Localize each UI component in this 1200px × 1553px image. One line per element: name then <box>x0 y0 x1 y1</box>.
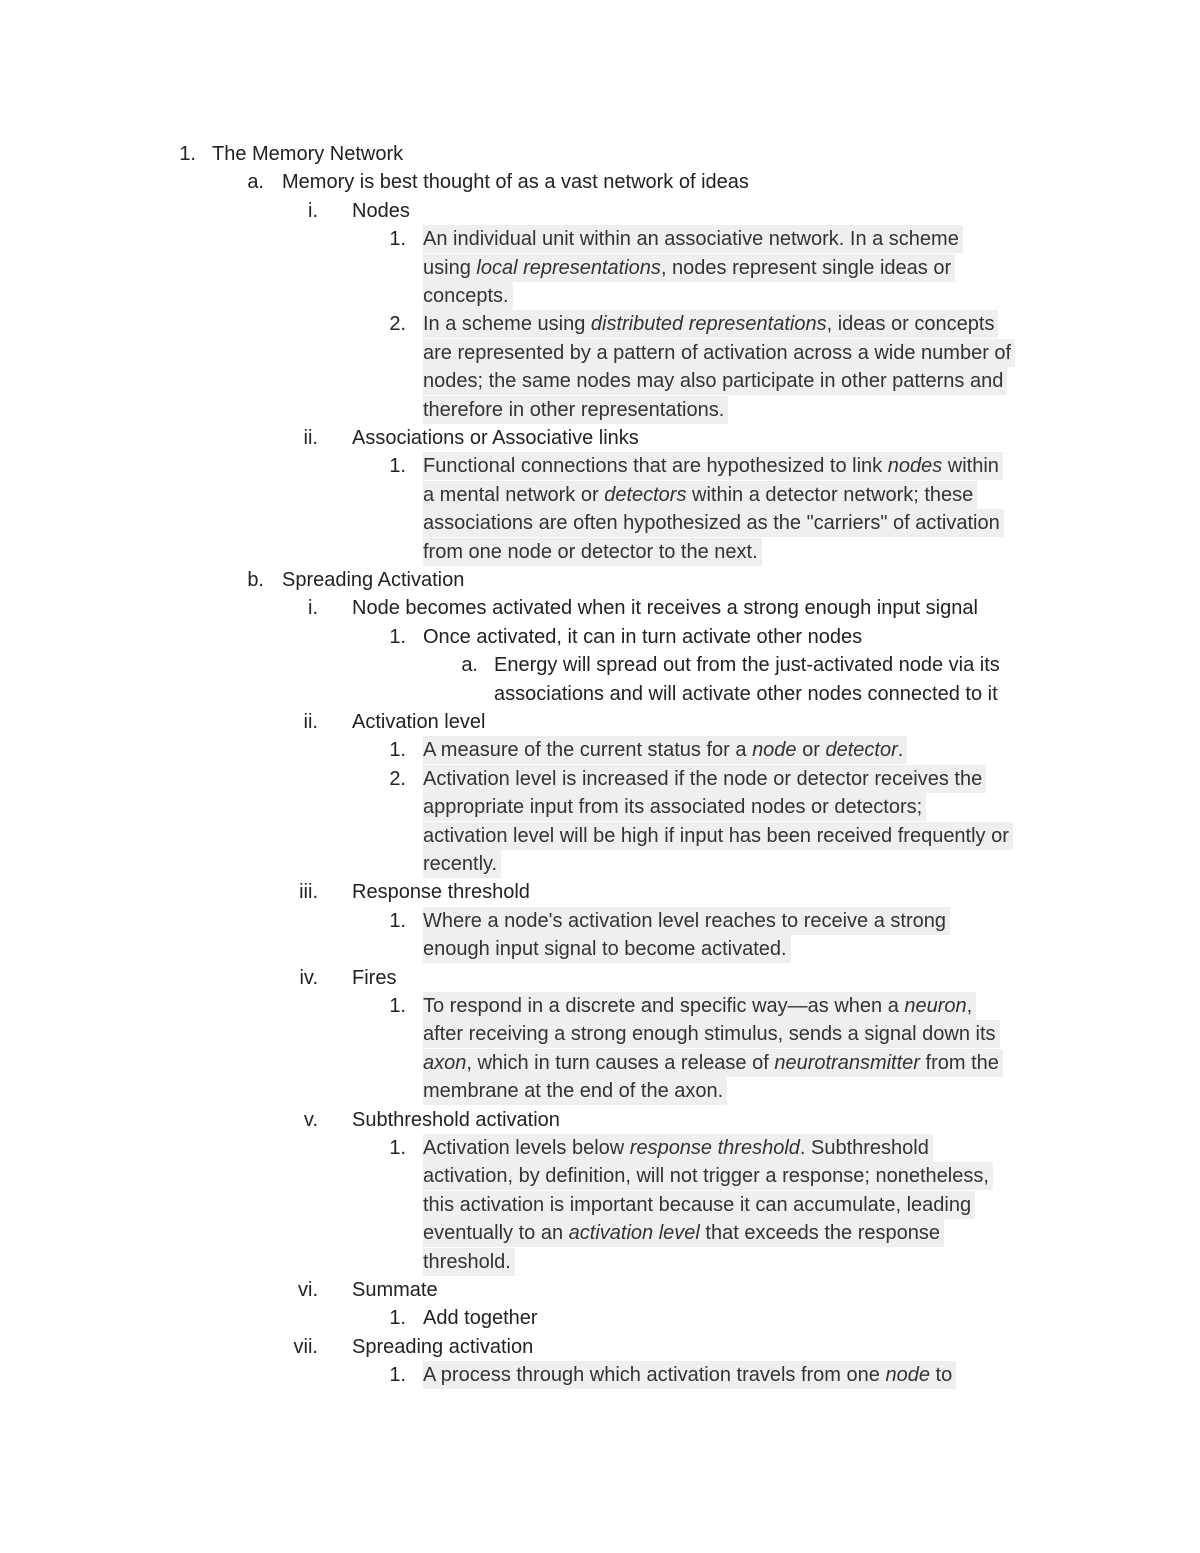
outline-text <box>423 538 762 566</box>
outline-text <box>352 964 396 992</box>
list-marker: a. <box>247 171 264 194</box>
outline-text <box>423 850 501 878</box>
outline-text <box>423 907 950 935</box>
outline-line <box>0 254 1200 282</box>
text-run: associations are often hypothesized as the "carriers" of activation <box>423 512 1000 535</box>
text-run: or <box>796 739 826 762</box>
text-run: A measure of the current status for a <box>423 739 753 762</box>
outline-line <box>0 964 1200 992</box>
outline-text <box>352 1276 438 1304</box>
outline-line <box>0 168 1200 196</box>
outline-line <box>0 765 1200 793</box>
outline-line <box>0 680 1200 708</box>
outline-text <box>352 1106 560 1134</box>
text-run: activation level will be high if input has been received frequently or <box>423 824 1009 847</box>
text-run: Spreading activation <box>352 1335 534 1358</box>
text-run: Activation level <box>352 711 486 733</box>
text-run: from the <box>919 1051 999 1074</box>
outline-line <box>0 1049 1200 1077</box>
list-marker: 2. <box>389 313 406 336</box>
text-run: this activation is important because it can accumulate, leading <box>423 1193 972 1216</box>
list-marker: b. <box>247 569 264 591</box>
text-run: . Subthreshold <box>799 1137 929 1159</box>
text-run: The Memory Network <box>212 143 404 165</box>
text-run: associations and will activate other nodes connected to it <box>494 682 998 705</box>
text-run: that exceeds the response <box>699 1222 940 1245</box>
outline-text <box>352 878 530 906</box>
outline-text <box>423 765 986 793</box>
list-marker: 1. <box>389 625 406 648</box>
outline-line <box>0 935 1200 963</box>
outline-line <box>0 1248 1200 1276</box>
outline-text <box>423 282 513 310</box>
text-run: Nodes <box>352 199 410 222</box>
text-run: Node becomes activated when it receives a strong enough input signal <box>352 597 978 620</box>
italic-term: nodes <box>887 455 943 478</box>
text-run: To respond in a discrete and specific way—as when a <box>423 995 905 1017</box>
text-run: using <box>423 256 477 279</box>
outline-text <box>352 1333 533 1361</box>
text-run: are represented by a pattern of activation across a wide number of <box>423 341 1012 364</box>
outline-text <box>423 396 728 424</box>
italic-term: axon <box>423 1051 467 1074</box>
outline-line <box>0 1191 1200 1219</box>
italic-term: detector <box>825 739 898 762</box>
outline-text <box>352 424 639 452</box>
outline-text <box>212 140 403 168</box>
outline-line <box>0 1333 1200 1361</box>
list-marker: a. <box>461 654 478 677</box>
outline-text <box>352 594 978 622</box>
outline-line <box>0 793 1200 821</box>
text-run: Functional connections that are hypothesized to link <box>423 455 888 478</box>
italic-term: distributed representations <box>590 313 827 336</box>
list-marker: vi. <box>298 1279 318 1301</box>
outline-line <box>0 1304 1200 1332</box>
italic-term: node <box>885 1364 930 1387</box>
list-marker: 1. <box>389 455 406 478</box>
text-run: , which in turn causes a release of <box>466 1051 775 1074</box>
list-marker: ii. <box>303 711 318 733</box>
text-run: from one node or detector to the next. <box>423 540 758 563</box>
outline-line <box>0 594 1200 622</box>
list-marker: 1. <box>389 1307 406 1330</box>
italic-term: response threshold <box>629 1137 800 1159</box>
text-run: Response threshold <box>352 881 530 904</box>
outline-text <box>423 992 976 1020</box>
text-run: An individual unit within an associative network. In a scheme <box>423 228 959 251</box>
outline-line <box>0 452 1200 480</box>
text-run: therefore in other representations. <box>423 398 725 421</box>
outline-line <box>0 396 1200 424</box>
list-marker: i. <box>308 597 318 620</box>
text-run: Associations or Associative links <box>352 427 639 449</box>
outline-text <box>494 680 998 708</box>
text-run: appropriate input from its associated nodes or detectors; <box>423 796 923 819</box>
outline-text <box>423 310 998 338</box>
outline-text <box>423 1219 944 1247</box>
outline-text <box>423 509 1004 537</box>
outline-text <box>423 1162 993 1190</box>
italic-term: neuron <box>904 995 967 1017</box>
text-run: activation, by definition, will not trigger a response; nonetheless, <box>423 1165 989 1188</box>
outline-line <box>0 1134 1200 1162</box>
list-marker: ii. <box>303 427 318 449</box>
outline-text <box>352 708 485 736</box>
text-run: Memory is best thought of as a vast network of ideas <box>282 171 749 194</box>
list-marker: 1. <box>389 995 406 1017</box>
list-marker: 1. <box>179 143 196 165</box>
list-marker: vii. <box>293 1335 318 1358</box>
outline-line <box>0 708 1200 736</box>
list-marker: 1. <box>389 1137 406 1159</box>
italic-term: local representations <box>476 256 661 279</box>
outline-line <box>0 1077 1200 1105</box>
outline-text <box>423 1248 515 1276</box>
outline-line <box>0 538 1200 566</box>
text-run: Where a node's activation level reaches to receive a strong <box>423 909 946 932</box>
outline-line <box>0 1162 1200 1190</box>
outline-line <box>0 1276 1200 1304</box>
list-marker: 1. <box>389 739 406 762</box>
outline-line <box>0 367 1200 395</box>
text-run: nodes; the same nodes may also participate in other patterns and <box>423 370 1004 393</box>
outline-text <box>423 254 955 282</box>
outline-text <box>423 1049 1003 1077</box>
text-run: recently. <box>423 853 498 875</box>
list-marker: 1. <box>389 228 406 251</box>
outline-text <box>423 935 791 963</box>
text-run: a mental network or <box>423 483 605 506</box>
outline-line <box>0 310 1200 338</box>
outline-text <box>423 623 862 651</box>
outline-line <box>0 1020 1200 1048</box>
text-run: , ideas or concepts <box>826 313 995 336</box>
list-marker: 2. <box>389 767 406 790</box>
outline-line <box>0 878 1200 906</box>
text-run: to <box>929 1364 953 1387</box>
text-run: enough input signal to become activated. <box>423 938 787 961</box>
text-run: , nodes represent single ideas or <box>660 256 952 279</box>
text-run: In a scheme using <box>423 313 591 336</box>
text-run: , <box>966 995 973 1017</box>
outline-line <box>0 566 1200 594</box>
list-marker: iv. <box>299 966 318 989</box>
outline-text <box>423 225 963 253</box>
italic-term: activation level <box>568 1222 700 1245</box>
outline-text <box>282 566 464 594</box>
italic-term: neurotransmitter <box>774 1051 920 1074</box>
text-run: Fires <box>352 966 397 989</box>
outline-text <box>423 1020 1000 1048</box>
outline-text <box>423 1134 933 1162</box>
outline-line <box>0 1106 1200 1134</box>
outline-line <box>0 651 1200 679</box>
outline-line <box>0 140 1200 168</box>
outline-text <box>423 793 926 821</box>
text-run: eventually to an <box>423 1222 569 1245</box>
text-run: Activation levels below <box>423 1137 630 1159</box>
text-run: threshold. <box>423 1250 511 1273</box>
text-run: after receiving a strong enough stimulus, sends a signal down its <box>423 1023 996 1046</box>
outline-line <box>0 623 1200 651</box>
outline-line <box>0 1219 1200 1247</box>
text-run: Energy will spread out from the just-activated node via its <box>494 654 1000 677</box>
outline-text <box>423 1361 956 1389</box>
text-run: Activation level is increased if the node or detector receives the <box>423 767 983 790</box>
outline-line <box>0 736 1200 764</box>
outline-line <box>0 282 1200 310</box>
outline-text <box>423 822 1013 850</box>
outline-line <box>0 225 1200 253</box>
text-run: Summate <box>352 1279 438 1301</box>
text-run: membrane at the end of the axon. <box>423 1080 724 1103</box>
outline-text <box>282 168 749 196</box>
italic-term: node <box>752 739 797 762</box>
outline-text <box>423 367 1007 395</box>
outline-line <box>0 197 1200 225</box>
text-run: A process through which activation travels from one <box>423 1364 886 1387</box>
list-marker: 1. <box>389 909 406 932</box>
text-run: Add together <box>423 1307 538 1330</box>
outline-text <box>423 736 907 764</box>
outline-text <box>423 1077 727 1105</box>
text-run: within a detector network; these <box>686 483 974 506</box>
italic-term: detectors <box>604 483 687 506</box>
outline-line <box>0 424 1200 452</box>
outline-text <box>423 339 1015 367</box>
outline-text <box>423 1191 975 1219</box>
outline-text <box>423 1304 538 1332</box>
outline-line <box>0 509 1200 537</box>
outline-text <box>352 197 410 225</box>
outline-line <box>0 339 1200 367</box>
outline-line <box>0 992 1200 1020</box>
outline-text <box>423 481 977 509</box>
text-run: Spreading Activation <box>282 569 465 591</box>
text-run: Subthreshold activation <box>352 1108 560 1131</box>
list-marker: i. <box>308 199 318 222</box>
outline-line <box>0 850 1200 878</box>
outline-line <box>0 907 1200 935</box>
text-run: within <box>942 455 999 478</box>
text-run: . <box>897 739 904 762</box>
outline-line <box>0 822 1200 850</box>
outline-text <box>423 452 1003 480</box>
text-run: Once activated, it can in turn activate other nodes <box>423 625 863 648</box>
list-marker: iii. <box>299 881 318 904</box>
list-marker: v. <box>303 1108 318 1131</box>
text-run: concepts. <box>423 285 509 307</box>
outline-line <box>0 481 1200 509</box>
list-marker: 1. <box>389 1364 406 1387</box>
outline-text <box>494 651 1000 679</box>
outline-line <box>0 1361 1200 1389</box>
